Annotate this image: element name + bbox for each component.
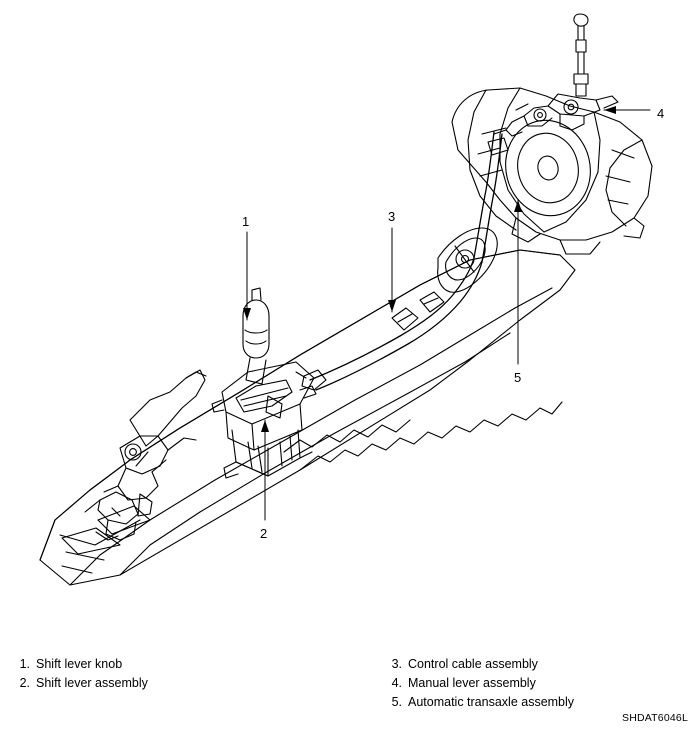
legend-item xyxy=(382,655,692,674)
legend-label: Manual lever assembly xyxy=(408,676,536,690)
manual-lever-assembly xyxy=(494,14,618,136)
callout-number-5: 5 xyxy=(514,370,522,385)
legend-index: 5. xyxy=(391,695,402,709)
callout-number-2: 2 xyxy=(260,526,268,541)
shift-lever-assembly xyxy=(212,288,316,478)
callout-leaders xyxy=(243,106,650,520)
legend-item xyxy=(382,674,692,693)
front-floor-bracket xyxy=(85,370,206,540)
callout-number-4: 4 xyxy=(657,106,665,121)
legend-index: 4. xyxy=(391,676,402,690)
legend xyxy=(0,655,698,715)
legend-label: Control cable assembly xyxy=(408,657,538,671)
legend-item xyxy=(10,655,340,674)
legend-index: 3. xyxy=(391,657,402,671)
legend-item xyxy=(382,693,692,712)
legend-label: Automatic transaxle assembly xyxy=(408,695,575,709)
floor-tunnel-body xyxy=(40,250,575,585)
callout-number-3: 3 xyxy=(388,209,396,224)
legend-column-right xyxy=(382,655,692,712)
callout-numbers xyxy=(242,106,664,541)
legend-label: Shift lever assembly xyxy=(36,676,148,690)
callout-number-1: 1 xyxy=(242,214,250,229)
figure-code: SHDAT6046L xyxy=(621,712,688,724)
legend-column-left xyxy=(10,655,340,693)
legend-label: Shift lever knob xyxy=(36,657,123,671)
legend-item xyxy=(10,674,340,693)
legend-index: 1. xyxy=(19,657,30,671)
control-cable-assembly xyxy=(302,132,508,390)
automatic-transaxle-assembly xyxy=(452,88,652,254)
legend-index: 2. xyxy=(19,676,30,690)
